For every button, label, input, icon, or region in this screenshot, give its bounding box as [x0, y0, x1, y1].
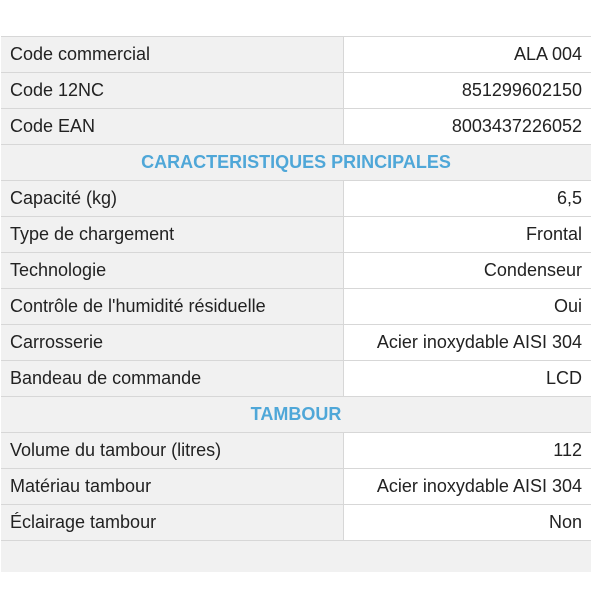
section-title-main-characteristics: CARACTERISTIQUES PRINCIPALES [1, 144, 591, 180]
spec-label: Technologie [1, 253, 344, 288]
spec-label: Code 12NC [1, 73, 344, 108]
spec-row [1, 216, 591, 252]
spec-row [1, 180, 591, 216]
spec-value: Non [344, 505, 591, 540]
spec-row [1, 252, 591, 288]
spec-label: Matériau tambour [1, 469, 344, 504]
spec-row [1, 432, 591, 468]
spec-row [1, 108, 591, 144]
spec-label: Type de chargement [1, 217, 344, 252]
spec-label: Code EAN [1, 109, 344, 144]
spec-label: Éclairage tambour [1, 505, 344, 540]
spec-value: LCD [344, 361, 591, 396]
spec-value: Acier inoxydable AISI 304 [344, 469, 591, 504]
spec-label: Bandeau de commande [1, 361, 344, 396]
spec-row [1, 36, 591, 72]
section-title-drum: TAMBOUR [1, 396, 591, 432]
spec-label: Carrosserie [1, 325, 344, 360]
spec-row [1, 324, 591, 360]
spec-row [1, 504, 591, 540]
spec-row [1, 468, 591, 504]
table-footer [1, 540, 591, 572]
spec-label: Code commercial [1, 37, 344, 72]
spec-value: ALA 004 [344, 37, 591, 72]
spec-label: Contrôle de l'humidité résiduelle [1, 289, 344, 324]
spec-sheet [1, 36, 591, 572]
spec-value: Condenseur [344, 253, 591, 288]
spec-value: 6,5 [344, 181, 591, 216]
spec-row [1, 72, 591, 108]
spec-label: Capacité (kg) [1, 181, 344, 216]
spec-label: Volume du tambour (litres) [1, 433, 344, 468]
spec-value: 112 [344, 433, 591, 468]
spec-value: 851299602150 [344, 73, 591, 108]
spec-row [1, 360, 591, 396]
spec-value: Acier inoxydable AISI 304 [344, 325, 591, 360]
spec-row [1, 288, 591, 324]
spec-value: 8003437226052 [344, 109, 591, 144]
spec-value: Oui [344, 289, 591, 324]
spec-value: Frontal [344, 217, 591, 252]
